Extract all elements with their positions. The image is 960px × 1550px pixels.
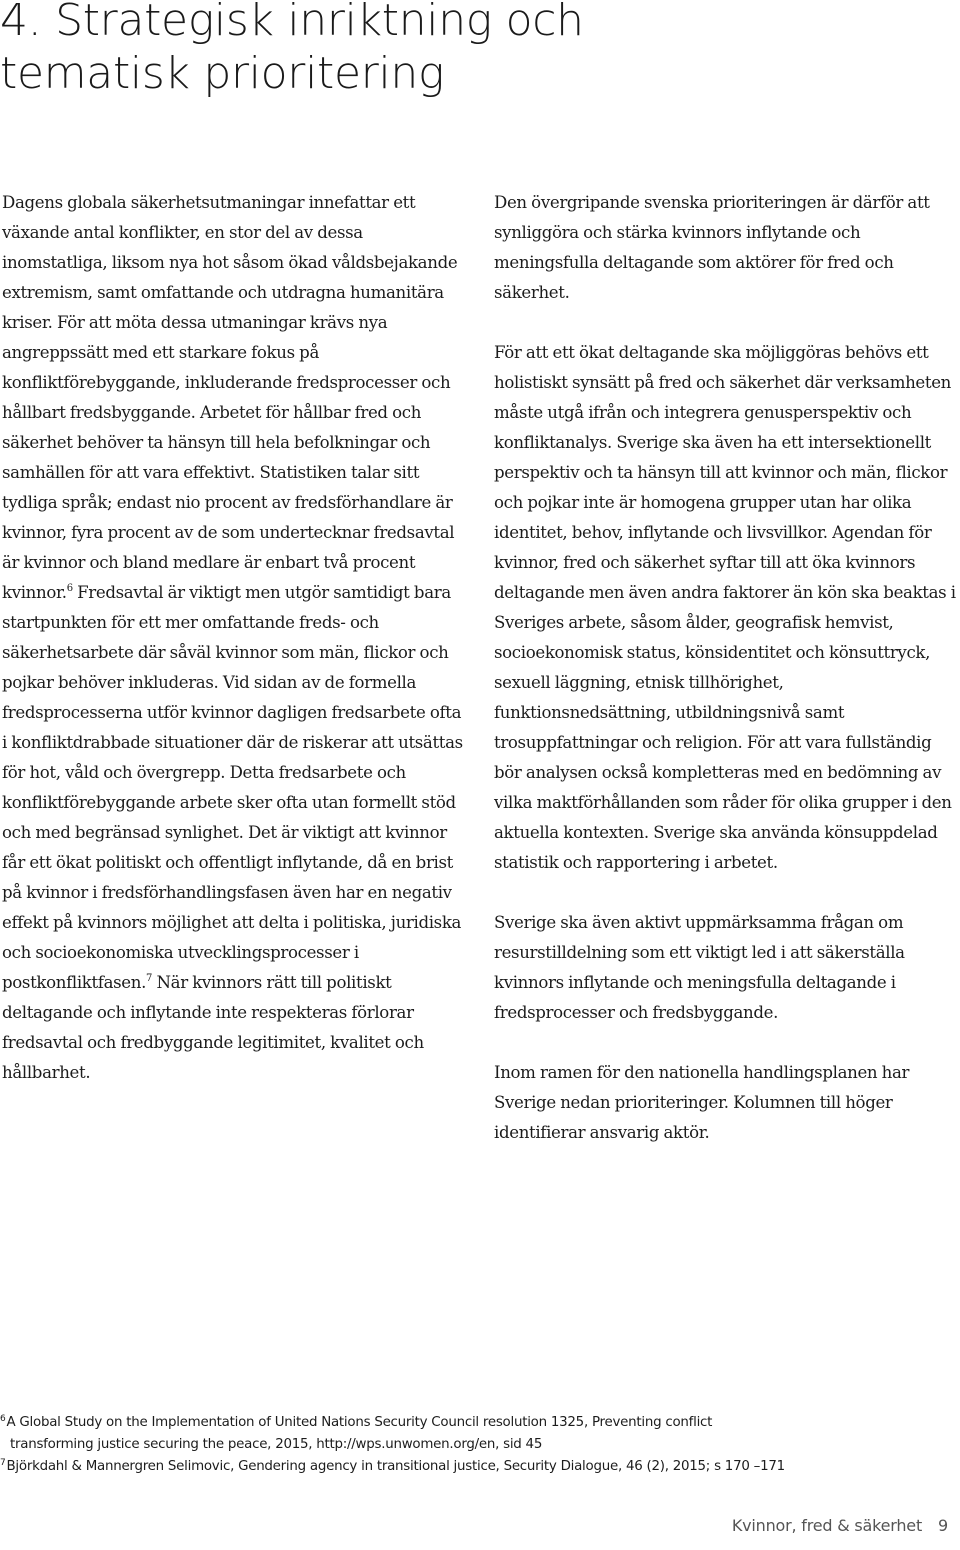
left-paragraph-part-2: Fredsavtal är viktigt men utgör samtidigt bara startpunkten för ett mer omfattande freds- och säkerhetsarbete där såväl kvinnor som män, flickor och pojkar behöver inkluderas. Vid sidan av de formella fredsprocesserna utför kvinnor dagligen fredsarbete ofta i konfliktdrabbade situationer där de riskerar att utsättas för hot, våld och övergrepp. Detta fredsarbete och konfliktförebyggande arbete sker ofta utan formellt stöd och med begränsad synlighet. Det är viktigt att kvinnor får ett ökat politiskt och offentligt inflytande, då en brist på kvinnor i fredsförhandlingsfasen även har en negativ effekt på kvinnors möjlighet att delta i politiska, juridiska och socioekonomiska utvecklingsprocesser i postkonfliktfasen. — [2, 583, 463, 992]
page-footer — [732, 1516, 948, 1535]
right-paragraph-2: För att ett ökat deltagande ska möjliggöras behövs ett holistiskt synsätt på fred och säkerhet där verksamheten måste utgå ifrån och integrera genusperspektiv och konfliktanalys. Sverige ska även ha ett intersektionellt perspektiv och ta hänsyn till att kvinnor och män, flickor och pojkar inte är homogena grupper utan har olika identitet, behov, inflytande och livsvillkor. Agendan för kvinnor, fred och säkerhet syftar till att öka kvinnors deltagande men även andra faktorer än kön ska beaktas i Sveriges arbete, såsom ålder, geografisk hemvist, socioekonomisk status, könsidentitet och könsuttryck, sexuell läggning, etnisk tillhörighet, funktionsnedsättning, utbildningsnivå samt trosuppfattningar och religion. För att vara fullständig bör analysen också kompletteras med en bedömning av vilka maktförhållanden som råder för olika grupper i den aktuella kontexten. Sverige ska använda könsuppdelad statistik och rapportering i arbetet. — [494, 343, 956, 872]
footer-title: Kvinnor, fred & säkerhet — [731, 1516, 923, 1535]
footnote-7 — [0, 1456, 960, 1478]
footnote-number: 6 — [0, 1414, 6, 1424]
left-paragraph-part-3: När kvinnors rätt till politiskt deltagande och inflytande inte respekteras förlorar fredsavtal och fredbyggande legitimitet, kvalitet och hållbarhet. — [2, 973, 424, 1082]
footnote-text: A Global Study on the Implementation of United Nations Security Council resolution 1325, Preventing conflict — [6, 1415, 713, 1430]
left-column — [2, 188, 467, 1088]
left-paragraph — [2, 188, 467, 1088]
footnote-6 — [0, 1412, 960, 1456]
footnote-text: Björkdahl & Mannergren Selimovic, Gendering agency in transitional justice, Security Dialogue, 46 (2), 2015; s 170 –171 — [6, 1459, 785, 1474]
footnotes — [0, 1412, 960, 1478]
page-title-line-1: 4. Strategisk inriktning och — [0, 0, 584, 46]
left-paragraph-part-1: Dagens globala säkerhetsutmaningar innefattar ett växande antal konflikter, en stor del av dessa inomstatliga, liksom nya hot såsom ökad våldsbejakande extremism, samt omfattande och utdragna humanitära kriser. För att möta dessa utmaningar krävs nya angreppssätt med ett starkare fokus på konfliktförebyggande, inkluderande fredsprocesser och hållbart fredsbyggande. Arbetet för hållbar fred och säkerhet behöver ta hänsyn till hela befolkningar och samhällen för att vara effektivt. Statistiken talar sitt tydliga språk; endast nio procent av fredsförhandlare är kvinnor, fyra procent av de som undertecknar fredsavtal är kvinnor och bland medlare är enbart två procent kvinnor. — [2, 193, 458, 602]
right-paragraph-4: Inom ramen för den nationella handlingsplanen har Sverige nedan prioriteringer. Kolumnen till höger identifierar ansvarig aktör. — [494, 1063, 910, 1142]
footnote-text-continued: transforming justice securing the peace, 2015, http://wps.unwomen.org/en, sid 45 — [10, 1437, 543, 1452]
footnote-ref-6: 6 — [66, 583, 73, 594]
right-column — [494, 188, 960, 1148]
page-title — [0, 0, 940, 100]
footnote-ref-7: 7 — [146, 973, 153, 984]
footnote-number: 7 — [0, 1458, 6, 1468]
right-paragraph-3: Sverige ska även aktivt uppmärksamma frågan om resurstilldelning som ett viktigt led i att säkerställa kvinnors inflytande och meningsfulla deltagande i fredsprocesser och fredsbyggande. — [494, 913, 905, 1022]
right-paragraph-1: Den övergripande svenska prioriteringen är därför att synliggöra och stärka kvinnors inflytande och meningsfulla deltagande som aktörer för fred och säkerhet. — [494, 193, 930, 302]
page-title-line-2: tematisk prioritering — [0, 48, 445, 99]
page-number: 9 — [938, 1516, 948, 1535]
